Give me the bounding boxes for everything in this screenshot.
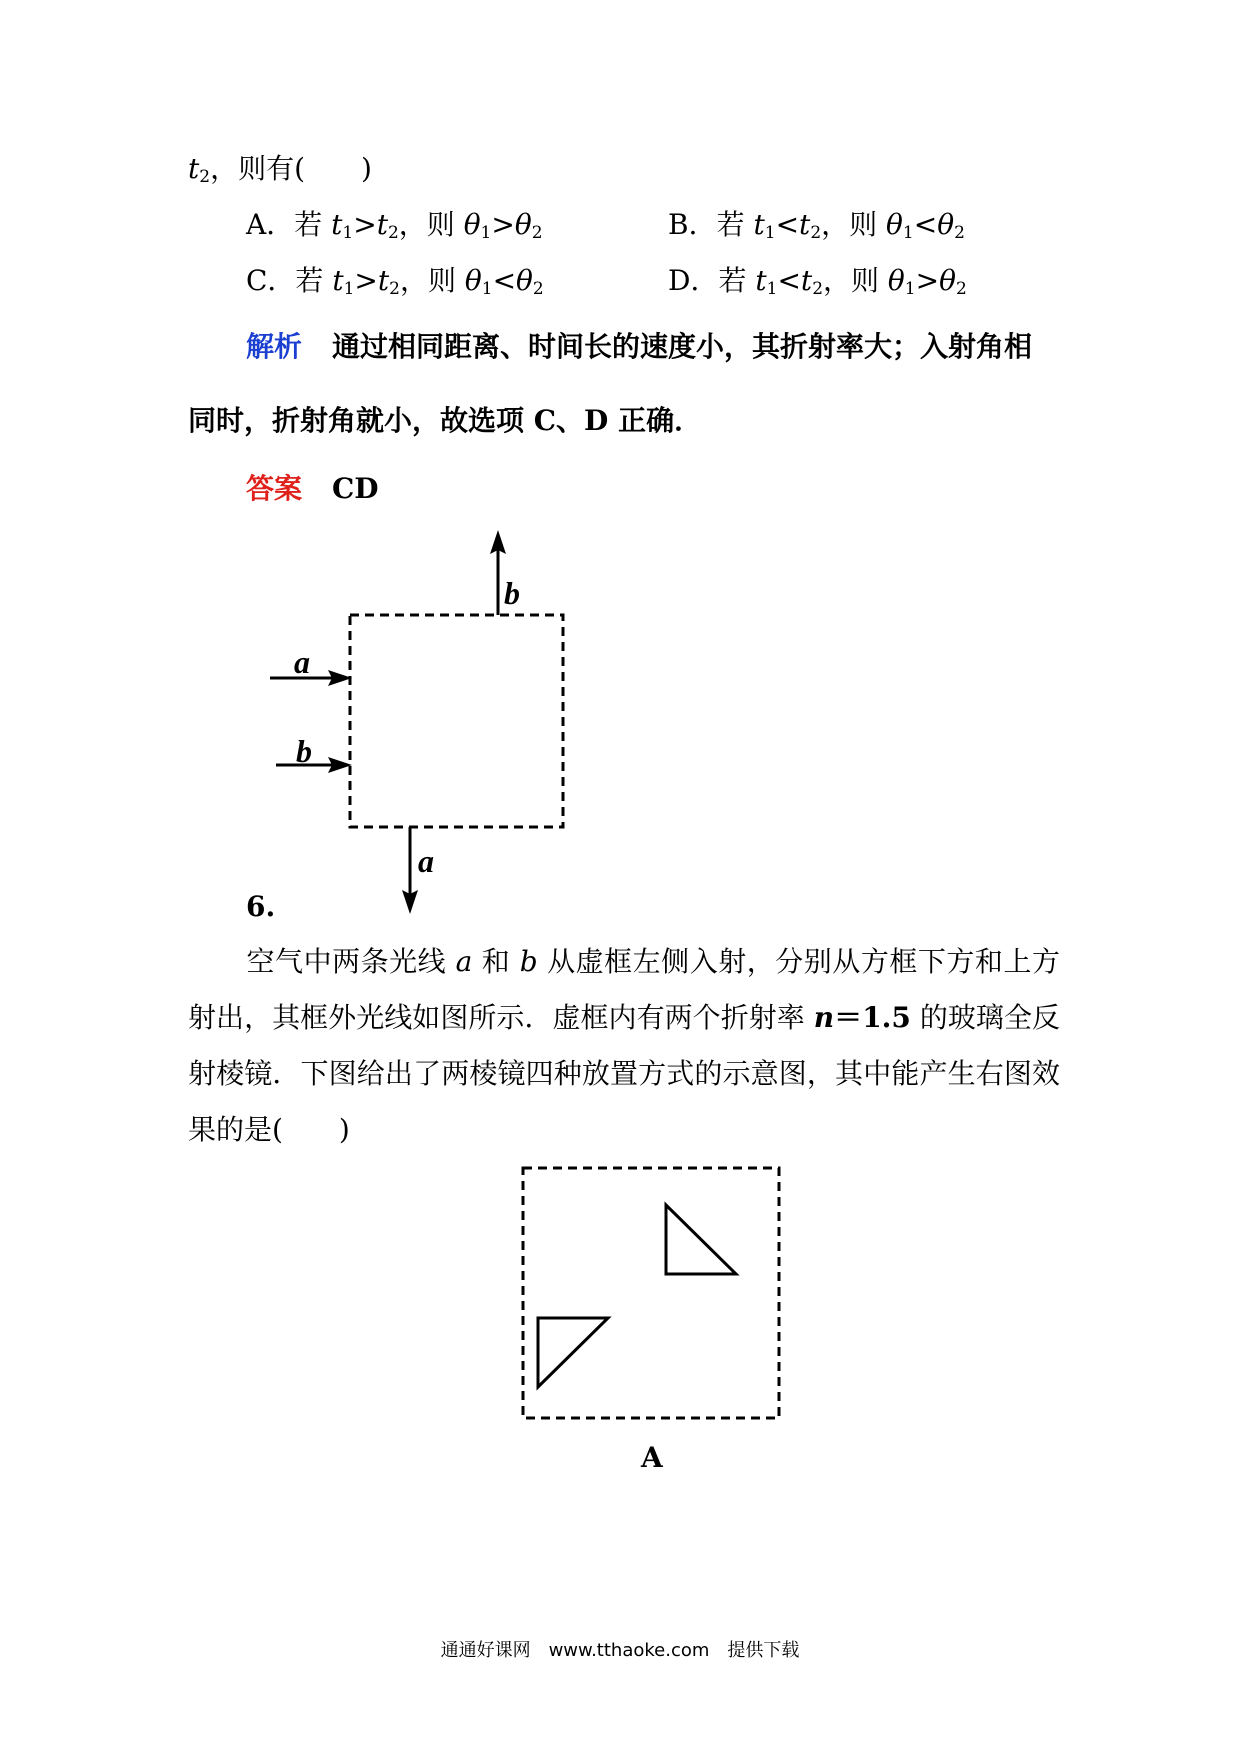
q6-number: 6. (246, 890, 276, 923)
analysis-text-2: 同时，折射角就小，故选项 C、D 正确． (188, 404, 703, 437)
q6-stem: 空气中两条光线 a 和 b 从虚框左侧入射，分别从方框下方和上方射出，其框外光线如图所示．虚框内有两个折射率 n＝1.5 的玻璃全反射棱镜．下图给出了两棱镜四种放置方式的示意图，其中能产生右图效果的是( ) (188, 945, 1061, 1146)
footer: 通通好课网 www.tthaoke.com 提供下载 (440, 1640, 800, 1661)
analysis-text-1: 通过相同距离、时间长的速度小，其折射率大；入射角相 (332, 330, 1033, 363)
label-b-in: b (296, 733, 312, 769)
answer-label: 答案 (246, 472, 303, 505)
label-a-in: a (294, 644, 310, 680)
label-b-out: b (504, 575, 520, 611)
var-t: t (188, 152, 200, 185)
prism-lower (538, 1318, 608, 1387)
option-c: C．若 $t_1>t_2$，则 $\theta_1<\theta_2$ (246, 264, 544, 299)
subscript: 2 (199, 167, 211, 187)
label-a-out: a (418, 843, 434, 879)
stem-text: ，则有( ) (210, 152, 372, 185)
dashed-box (350, 615, 563, 827)
prism-upper (666, 1205, 736, 1274)
prism-box-a (523, 1168, 779, 1418)
answer-value: CD (332, 472, 379, 505)
figure-label-a: A (641, 1441, 663, 1474)
option-b: B．若 $t_1<t_2$，则 $\theta_1<\theta_2$ (668, 208, 965, 243)
option-d: D．若 $t_1<t_2$，则 $\theta_1>\theta_2$ (668, 264, 967, 299)
option-a: A．若 $t_1>t_2$，则 $\theta_1>\theta_2$ (246, 208, 543, 243)
analysis-label: 解析 (246, 330, 303, 363)
